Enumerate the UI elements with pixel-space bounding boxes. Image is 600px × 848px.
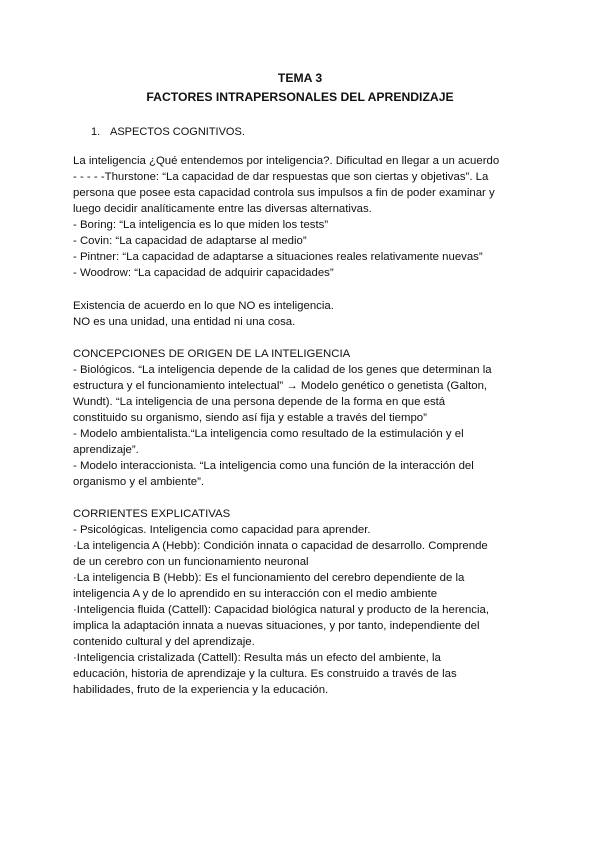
text-line: Existencia de acuerdo en lo que NO es inteligencia.: [73, 300, 334, 312]
text-line: - Modelo interaccionista. “La inteligencia como una función de la interacción del: [73, 460, 474, 472]
section-heading-concepciones: CONCEPCIONES DE ORIGEN DE LA INTELIGENCIA: [73, 348, 351, 360]
text-line: implica la adaptación innata a nuevas situaciones, y por tanto, independiente del: [73, 620, 480, 632]
text-line: habilidades, fruto de la experiencia y la educación.: [73, 684, 329, 696]
text-line: La inteligencia ¿Qué entendemos por inteligencia?. Dificultad en llegar a un acuerdo: [73, 155, 500, 167]
text-line: - Biológicos. “La inteligencia depende de la calidad de los genes que determinan la: [73, 364, 492, 376]
text-line: ·La inteligencia A (Hebb): Condición innata o capacidad de desarrollo. Comprende: [73, 540, 488, 552]
text-line: educación, historia de aprendizaje y la cultura. Es construido a través de las: [73, 668, 457, 680]
text-line: Wundt). “La inteligencia de una persona depende de la forma en que está: [73, 396, 446, 408]
text-line: constituido su organismo, siendo así fija y estable a través del tiempo”: [73, 412, 427, 424]
text-line: estructura y el funcionamiento intelectual” → Modelo genético o genetista (Galton,: [73, 380, 488, 392]
text-line: organismo y el ambiente”.: [73, 476, 205, 488]
section-heading-aspectos: [91, 124, 245, 140]
text-line: ·Inteligencia cristalizada (Cattell): Resulta más un efecto del ambiente, la: [73, 652, 441, 664]
text-line: persona que posee esta capacidad controla sus impulsos a fin de poder examinar y: [73, 187, 495, 199]
doc-subtitle: FACTORES INTRAPERSONALES DEL APRENDIZAJE: [146, 90, 454, 104]
text-line: - Woodrow: “La capacidad de adquirir capacidades”: [73, 267, 334, 279]
text-line: - Psicológicas. Inteligencia como capacidad para aprender.: [73, 524, 371, 536]
list-number: 1.: [91, 126, 101, 138]
list-label: ASPECTOS COGNITIVOS.: [110, 126, 245, 138]
text-line: aprendizaje”.: [73, 444, 139, 456]
text-line: - Boring: “La inteligencia es lo que miden los tests”: [73, 219, 329, 231]
text-line: inteligencia A y de lo aprendido en su interacción con el medio ambiente: [73, 588, 438, 600]
text-line: ·La inteligencia B (Hebb): Es el funcionamiento del cerebro dependiente de la: [73, 572, 465, 584]
text-line: contenido cultural y del aprendizaje.: [73, 636, 255, 648]
doc-title: TEMA 3: [277, 71, 323, 85]
text-line: - Covin: “La capacidad de adaptarse al medio”: [73, 235, 307, 247]
text-line: - Pintner: “La capacidad de adaptarse a situaciones reales relativamente nuevas”: [73, 251, 483, 263]
text-line: ·Inteligencia fluida (Cattell): Capacidad biológica natural y producto de la herencia,: [73, 604, 490, 616]
text-line: de un cerebro con un funcionamiento neuronal: [73, 556, 309, 568]
text-line: luego decidir analíticamente entre las diversas alternativas.: [73, 203, 372, 215]
text-line: - Modelo ambientalista.“La inteligencia como resultado de la estimulación y el: [73, 428, 464, 440]
text-line: NO es una unidad, una entidad ni una cosa.: [73, 316, 296, 328]
text-line: - - - - -Thurstone: “La capacidad de dar respuestas que son ciertas y objetivas”. La: [73, 171, 489, 183]
section-heading-corrientes: CORRIENTES EXPLICATIVAS: [73, 508, 231, 520]
